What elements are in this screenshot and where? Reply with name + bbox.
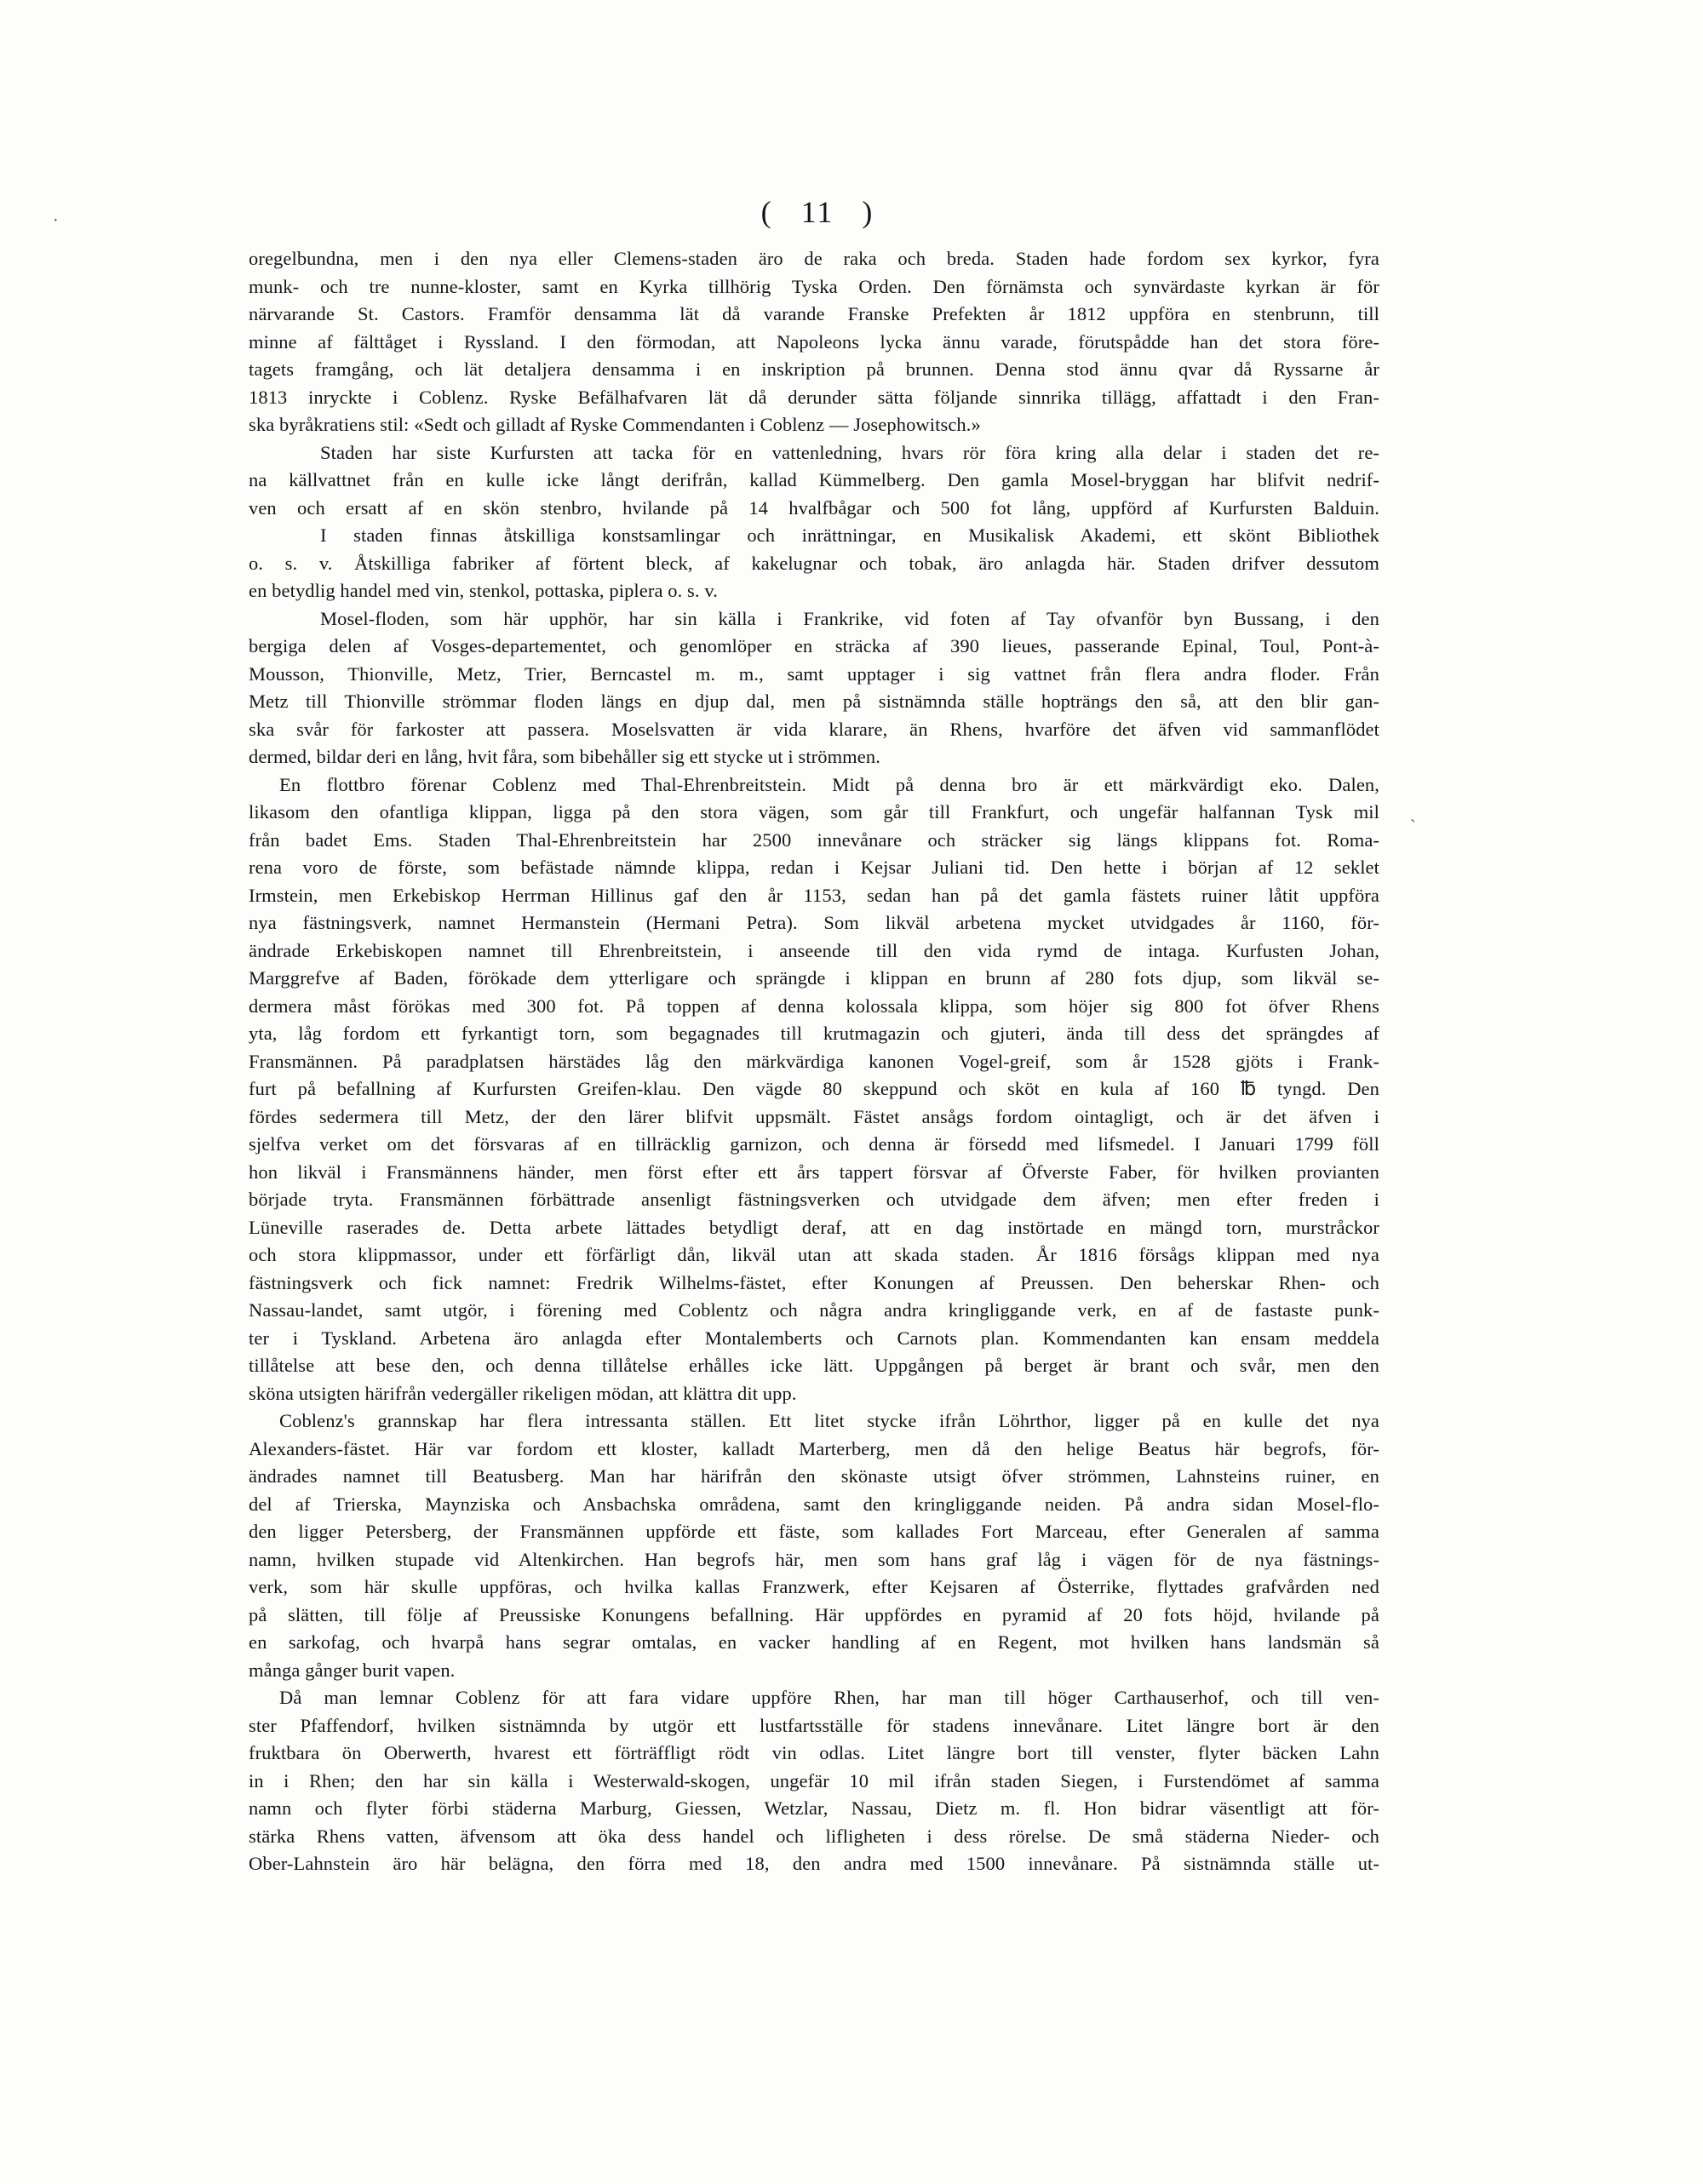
text-line: närvarande St. Castors. Framför densamma lät då varande Franske Prefekten år 1812 uppföra en stenbrunn, till bbox=[249, 303, 1379, 324]
text-line: likasom den ofantliga klippan, ligga på den stora vägen, som går till Frankfurt, och ungefär halfannan Tysk mil bbox=[249, 801, 1379, 823]
paragraph-start-line: Coblenz's grannskap har flera intressanta ställen. Ett litet stycke ifrån Löhrthor, ligger på en kulle det nya bbox=[279, 1410, 1379, 1431]
text-line: ven och ersatt af en skön stenbro, hvilande på 14 hvalfbågar och 500 fot lång, uppförd af Kurfursten Balduin. bbox=[249, 496, 1379, 519]
text-line: namn och flyter förbi städerna Marburg, Giessen, Wetzlar, Nassau, Dietz m. fl. Hon bidrar väsentligt att för- bbox=[249, 1797, 1379, 1819]
text-line: oregelbundna, men i den nya eller Clemens-staden äro de raka och breda. Staden hade fordom sex kyrkor, fyra bbox=[249, 248, 1379, 269]
text-line: Irmstein, men Erkebiskop Herrman Hillinus gaf den år 1153, sedan han på det gamla fästets ruiner låtit uppföra bbox=[249, 884, 1379, 906]
text-line: dermera måst förökas med 300 fot. På toppen af denna kolossala klippa, som höjer sig 800 fot öfver Rhens bbox=[249, 995, 1379, 1017]
paragraph-start-line: I staden finnas åtskilliga konstsamlingar och inrättningar, en Musikalisk Akademi, ett skönt Bibliothek bbox=[320, 525, 1379, 546]
text-line: furt på befallning af Kurfursten Greifen-klau. Den vägde 80 skeppund och sköt en kula af 160 ℔ tyngd. Den bbox=[249, 1078, 1379, 1099]
text-line: rena voro de förste, som befästade nämnde klippa, redan i Kejsar Juliani tid. Den hette i början af 12 seklet bbox=[249, 857, 1379, 878]
text-line: munk- och tre nunne-kloster, samt en Kyrka tillhörig Tyska Orden. Den förnämsta och synvärdaste kyrkan är för bbox=[249, 275, 1379, 297]
text-line: del af Trierska, Maynziska och Ansbachska områdena, samt den kringliggande neiden. På andra sidan Mosel-flo- bbox=[249, 1493, 1379, 1515]
paragraph-start-line: Då man lemnar Coblenz för att fara vidare uppföre Rhen, har man till höger Carthauserhof, och till ven- bbox=[279, 1687, 1379, 1708]
paragraph-start-line: En flottbro förenar Coblenz med Thal-Ehrenbreitstein. Midt på denna bro är ett märkvärdigt eko. Dalen, bbox=[279, 773, 1379, 795]
text-line: fördes sedermera till Metz, der den lärer blifvit uppsmält. Fästet ansågs fordom ointagligt, och är det äfven i bbox=[249, 1105, 1379, 1127]
text-line: Mousson, Thionville, Metz, Trier, Berncastel m. m., samt upptager i sig vattnet från flera andra floder. Från bbox=[249, 662, 1379, 685]
text-line: ster Pfaffendorf, hvilken sistnämnda by utgör ett lustfartsställe för stadens innevånare. Litet längre bort är den bbox=[249, 1714, 1379, 1736]
text-line: bergiga delen af Vosges-departementet, och genomlöper en sträcka af 390 lieues, passerande Epinal, Toul, Pont-à- bbox=[249, 635, 1379, 656]
text-line: började tryta. Fransmännen förbättrade ansenligt fästningsverken och utvidgade dem äfven; men efter freden i bbox=[249, 1189, 1379, 1210]
text-line: en sarkofag, och hvarpå hans segrar omtalas, en vacker handling af en Regent, mot hvilken hans landsmän så bbox=[249, 1631, 1379, 1653]
text-line: na källvattnet från en kulle icke långt derifrån, kallad Kümmelberg. Den gamla Mosel-bryggan har blifvit nedrif- bbox=[249, 469, 1379, 490]
page-number: ( 11 ) bbox=[760, 195, 874, 229]
text-line: tillåtelse att bese den, och denna tillåtelse erhålles icke lätt. Uppgången på berget är brant och svår, men den bbox=[249, 1355, 1379, 1376]
text-line: Marggrefve af Baden, förökade dem ytterligare och sprängde i klippan en brunn af 280 fots djup, som likväl se- bbox=[249, 967, 1379, 989]
text-line: Metz till Thionville strömmar floden längs en djup dal, men på sistnämnda ställe hopträngs den så, att den blir gan- bbox=[249, 691, 1379, 712]
body-text bbox=[249, 245, 1379, 1878]
text-line: Fransmännen. På paradplatsen härstädes låg den märkvärdiga kanonen Vogel-greif, som år 1528 gjöts i Frank- bbox=[249, 1050, 1379, 1072]
text-line: stärka Rhens vatten, äfvensom att öka dess handel och lifligheten i dess rörelse. De små städerna Nieder- och bbox=[249, 1825, 1379, 1847]
text-line: fruktbara ön Oberwerth, hvarest ett förträffligt rödt vin odlas. Litet längre bort till venster, flyter bäcken Lahn bbox=[249, 1742, 1379, 1763]
text-line: in i Rhen; den har sin källa i Westerwald-skogen, ungefär 10 mil ifrån staden Siegen, i Furstendömet af samma bbox=[249, 1769, 1379, 1791]
text-line: ska svår för farkoster att passera. Moselsvatten är vida klarare, än Rhens, hvarföre det äfven vid sammanflödet bbox=[249, 718, 1379, 740]
text-line: ter i Tyskland. Arbetena äro anlagda efter Montalemberts och Carnots plan. Kommendanten kan ensam meddela bbox=[249, 1327, 1379, 1349]
text-line: sköna utsigten härifrån vedergäller rikeligen mödan, att klättra dit upp. bbox=[249, 1382, 797, 1404]
text-line: på slätten, till följe af Preussiske Konungens befallning. Här uppfördes en pyramid af 20 fots höjd, hvilande på bbox=[249, 1603, 1379, 1625]
text-line: Ober-Lahnstein äro här belägna, den förra med 18, den andra med 1500 innevånare. På sistnämnda ställe ut- bbox=[249, 1853, 1379, 1874]
text-line: ändrade Erkebiskopen namnet till Ehrenbreitstein, i anseende till den vida rymd de intaga. Kurfusten Johan, bbox=[249, 939, 1379, 961]
text-line: tagets framgång, och lät detaljera densamma i en inskription på brunnen. Denna stod ännu qvar då Ryssarne år bbox=[249, 358, 1379, 380]
text-line: Lüneville raserades de. Detta arbete lättades betydligt deraf, att en dag instörtade en mängd torn, murstråckor bbox=[249, 1216, 1379, 1238]
paragraph-start-line: Staden har siste Kurfursten att tacka för en vattenledning, hvars rör föra kring alla delar i staden det re- bbox=[320, 441, 1379, 463]
text-line: Alexanders-fästet. Här var fordom ett kloster, kalladt Marterberg, men då den helige Beatus här begrofs, för- bbox=[249, 1437, 1379, 1459]
text-line: yta, låg fordom ett fyrkantigt torn, som begagnades till krutmagazin och gjuteri, ända till dess det sprängdes af bbox=[249, 1023, 1379, 1044]
text-line: från badet Ems. Staden Thal-Ehrenbreitstein har 2500 innevånare och sträcker sig längs klippans fot. Roma- bbox=[249, 828, 1379, 851]
text-line: den ligger Petersberg, der Fransmännen uppförde ett fäste, som kallades Fort Marceau, efter Generalen af samma bbox=[249, 1521, 1379, 1542]
text-line: ändrades namnet till Beatusberg. Man har härifrån den skönaste utsigt öfver strömmen, Lahnsteins ruiner, en bbox=[249, 1465, 1379, 1487]
text-line: och stora klippmassor, under ett förfärligt dån, likväl utan att skada staden. År 1816 försågs klippan med nya bbox=[249, 1244, 1379, 1265]
margin-mark-left: · bbox=[53, 211, 59, 230]
text-line: sjelfva verket om det försvaras af en tillräcklig garnizon, och denna är försedd med lifsmedel. I Januari 1799 föll bbox=[249, 1133, 1379, 1155]
text-line: ska byråkratiens stil: «Sedt och gilladt af Ryske Commendanten i Coblenz — Josephowitsch.» bbox=[249, 414, 981, 435]
text-line: verk, som här skulle uppföras, och hvilka kallas Franzwerk, efter Kejsaren af Österrike, flyttades grafvården ned bbox=[249, 1576, 1379, 1597]
text-line: o. s. v. Åtskilliga fabriker af förtent bleck, af kakelugnar och tobak, äro anlagda här. Staden drifver dessutom bbox=[249, 552, 1379, 574]
text-line: många gånger burit vapen. bbox=[249, 1659, 456, 1681]
text-line: minne af fälttåget i Ryssland. I den förmodan, att Napoleons lycka ännu varade, förutspådde han det stora före- bbox=[249, 330, 1379, 353]
text-line: fästningsverk och fick namnet: Fredrik Wilhelms-fästet, efter Konungen af Preussen. Den beherskar Rhen- och bbox=[249, 1271, 1379, 1293]
text-line: namn, hvilken stupade vid Altenkirchen. Han begrofs här, men som hans graf låg i vägen för de nya fästnings- bbox=[249, 1548, 1379, 1570]
text-line: Nassau-landet, samt utgör, i förening med Coblentz och några andra kringliggande verk, en af de fastaste punk- bbox=[249, 1299, 1379, 1321]
margin-mark-right: ˎ bbox=[1410, 804, 1416, 823]
text-line: en betydlig handel med vin, stenkol, pottaska, piplera o. s. v. bbox=[249, 580, 718, 601]
text-line: dermed, bildar deri en lång, hvit fåra, som bibehåller sig ett stycke ut i strömmen. bbox=[249, 746, 880, 767]
text-line: hon likväl i Fransmännens händer, men först efter ett års tappert försvar af Öfverste Faber, för hvilken provianten bbox=[249, 1161, 1379, 1183]
text-line: nya fästningsverk, namnet Hermanstein (Hermani Petra). Som likväl arbetena mycket utvidgades år 1160, för- bbox=[249, 912, 1379, 933]
text-line: 1813 inryckte i Coblenz. Ryske Befälhafvaren lät då derunder sätta följande sinnrika tillägg, affattadt i den Fran- bbox=[249, 386, 1379, 408]
paragraph-start-line: Mosel-floden, som här upphör, har sin källa i Frankrike, vid foten af Tay ofvanför byn Bussang, i den bbox=[320, 607, 1379, 629]
